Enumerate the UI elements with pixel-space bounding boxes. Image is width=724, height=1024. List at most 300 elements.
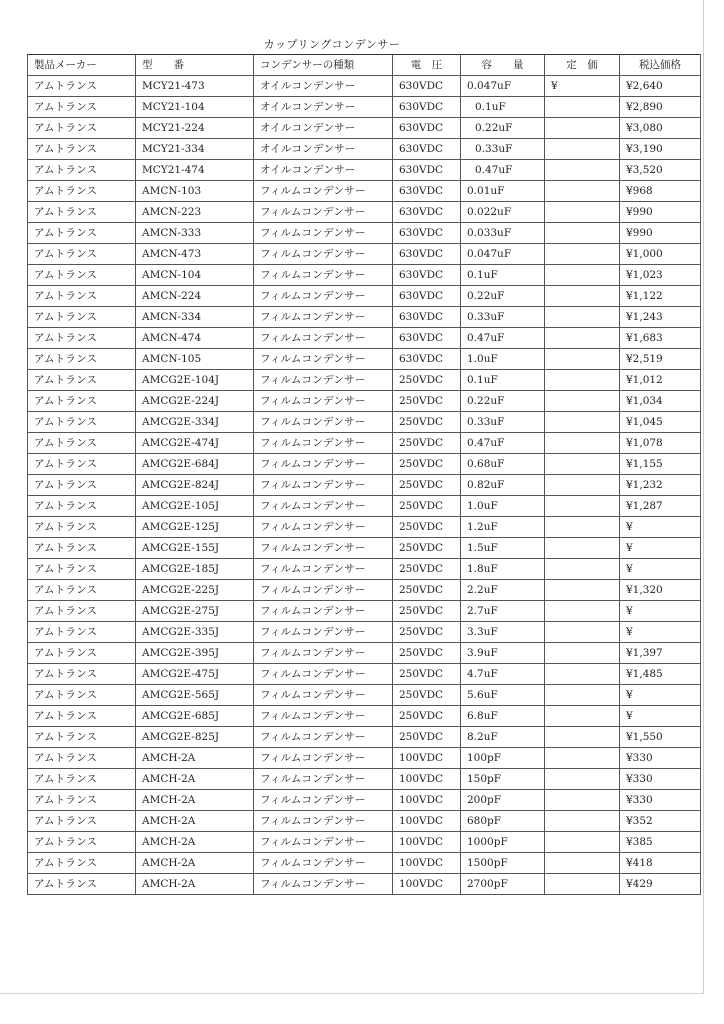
cell-capacity: 2.2uF bbox=[461, 580, 545, 601]
cell-price: ¥2,890 bbox=[620, 97, 701, 118]
cell-price: ¥2,519 bbox=[620, 349, 701, 370]
cell-capacity: 0.047uF bbox=[461, 76, 545, 97]
cell-price: ¥3,190 bbox=[620, 139, 701, 160]
cell-voltage: 250VDC bbox=[393, 580, 461, 601]
cell-kind: フィルムコンデンサー bbox=[254, 769, 393, 790]
cell-model: AMCH-2A bbox=[136, 811, 254, 832]
cell-model: AMCG2E-225J bbox=[136, 580, 254, 601]
table-row bbox=[28, 517, 701, 538]
cell-list-price bbox=[545, 601, 620, 622]
table-row bbox=[28, 748, 701, 769]
cell-maker: アムトランス bbox=[28, 244, 136, 265]
cell-price: ¥330 bbox=[620, 769, 701, 790]
cell-capacity: 0.33uF bbox=[461, 139, 545, 160]
cell-maker: アムトランス bbox=[28, 160, 136, 181]
cell-kind: フィルムコンデンサー bbox=[254, 496, 393, 517]
cell-price: ¥1,122 bbox=[620, 286, 701, 307]
cell-price: ¥1,000 bbox=[620, 244, 701, 265]
cell-list-price bbox=[545, 580, 620, 601]
cell-voltage: 100VDC bbox=[393, 811, 461, 832]
cell-price: ¥429 bbox=[620, 874, 701, 895]
cell-capacity: 680pF bbox=[461, 811, 545, 832]
cell-model: AMCN-224 bbox=[136, 286, 254, 307]
cell-list-price bbox=[545, 538, 620, 559]
cell-model: AMCG2E-224J bbox=[136, 391, 254, 412]
cell-maker: アムトランス bbox=[28, 811, 136, 832]
cell-kind: フィルムコンデンサー bbox=[254, 517, 393, 538]
cell-capacity: 2.7uF bbox=[461, 601, 545, 622]
cell-kind: オイルコンデンサー bbox=[254, 118, 393, 139]
cell-maker: アムトランス bbox=[28, 685, 136, 706]
table-row bbox=[28, 97, 701, 118]
cell-maker: アムトランス bbox=[28, 790, 136, 811]
cell-maker: アムトランス bbox=[28, 832, 136, 853]
table-row bbox=[28, 244, 701, 265]
cell-voltage: 630VDC bbox=[393, 244, 461, 265]
cell-maker: アムトランス bbox=[28, 433, 136, 454]
cell-voltage: 250VDC bbox=[393, 412, 461, 433]
cell-kind: フィルムコンデンサー bbox=[254, 349, 393, 370]
header-kind: コンデンサーの種類 bbox=[254, 55, 393, 76]
cell-list-price bbox=[545, 97, 620, 118]
cell-list-price bbox=[545, 475, 620, 496]
cell-voltage: 250VDC bbox=[393, 391, 461, 412]
cell-model: AMCG2E-395J bbox=[136, 643, 254, 664]
table-row bbox=[28, 412, 701, 433]
cell-kind: フィルムコンデンサー bbox=[254, 223, 393, 244]
cell-list-price bbox=[545, 853, 620, 874]
cell-voltage: 250VDC bbox=[393, 685, 461, 706]
cell-voltage: 250VDC bbox=[393, 559, 461, 580]
cell-voltage: 250VDC bbox=[393, 475, 461, 496]
cell-list-price bbox=[545, 517, 620, 538]
cell-price: ¥1,287 bbox=[620, 496, 701, 517]
cell-voltage: 630VDC bbox=[393, 328, 461, 349]
page-edge-bottom bbox=[0, 993, 704, 994]
cell-model: MCY21-104 bbox=[136, 97, 254, 118]
cell-price: ¥1,243 bbox=[620, 307, 701, 328]
cell-capacity: 150pF bbox=[461, 769, 545, 790]
cell-maker: アムトランス bbox=[28, 853, 136, 874]
cell-maker: アムトランス bbox=[28, 97, 136, 118]
cell-model: AMCG2E-105J bbox=[136, 496, 254, 517]
cell-list-price bbox=[545, 307, 620, 328]
cell-maker: アムトランス bbox=[28, 622, 136, 643]
cell-maker: アムトランス bbox=[28, 769, 136, 790]
header-model: 型 番 bbox=[136, 55, 254, 76]
table-row bbox=[28, 370, 701, 391]
cell-capacity: 0.47uF bbox=[461, 433, 545, 454]
cell-kind: フィルムコンデンサー bbox=[254, 727, 393, 748]
cell-price: ¥352 bbox=[620, 811, 701, 832]
cell-voltage: 630VDC bbox=[393, 97, 461, 118]
cell-price: ¥ bbox=[620, 685, 701, 706]
table-row bbox=[28, 181, 701, 202]
cell-maker: アムトランス bbox=[28, 748, 136, 769]
table-row bbox=[28, 328, 701, 349]
cell-model: AMCG2E-125J bbox=[136, 517, 254, 538]
cell-voltage: 630VDC bbox=[393, 202, 461, 223]
cell-voltage: 630VDC bbox=[393, 223, 461, 244]
cell-price: ¥3,080 bbox=[620, 118, 701, 139]
cell-voltage: 630VDC bbox=[393, 349, 461, 370]
cell-kind: フィルムコンデンサー bbox=[254, 181, 393, 202]
cell-maker: アムトランス bbox=[28, 475, 136, 496]
cell-maker: アムトランス bbox=[28, 370, 136, 391]
price-table bbox=[27, 54, 701, 895]
cell-model: AMCN-223 bbox=[136, 202, 254, 223]
table-row bbox=[28, 118, 701, 139]
cell-kind: フィルムコンデンサー bbox=[254, 286, 393, 307]
table-row bbox=[28, 160, 701, 181]
cell-capacity: 0.33uF bbox=[461, 307, 545, 328]
table-row bbox=[28, 349, 701, 370]
cell-list-price bbox=[545, 706, 620, 727]
cell-maker: アムトランス bbox=[28, 496, 136, 517]
cell-list-price bbox=[545, 454, 620, 475]
cell-price: ¥1,012 bbox=[620, 370, 701, 391]
cell-kind: フィルムコンデンサー bbox=[254, 685, 393, 706]
cell-maker: アムトランス bbox=[28, 664, 136, 685]
table-row bbox=[28, 601, 701, 622]
cell-kind: フィルムコンデンサー bbox=[254, 307, 393, 328]
cell-list-price bbox=[545, 349, 620, 370]
cell-model: AMCN-104 bbox=[136, 265, 254, 286]
cell-list-price bbox=[545, 727, 620, 748]
cell-kind: フィルムコンデンサー bbox=[254, 454, 393, 475]
cell-model: AMCN-334 bbox=[136, 307, 254, 328]
table-row bbox=[28, 475, 701, 496]
cell-list-price bbox=[545, 286, 620, 307]
cell-voltage: 250VDC bbox=[393, 496, 461, 517]
document-title bbox=[0, 36, 724, 52]
cell-list-price bbox=[545, 412, 620, 433]
cell-capacity: 1.5uF bbox=[461, 538, 545, 559]
cell-capacity: 8.2uF bbox=[461, 727, 545, 748]
table-header-row bbox=[28, 55, 701, 76]
cell-capacity: 0.47uF bbox=[461, 160, 545, 181]
cell-maker: アムトランス bbox=[28, 223, 136, 244]
cell-list-price bbox=[545, 139, 620, 160]
cell-price: ¥1,683 bbox=[620, 328, 701, 349]
cell-voltage: 630VDC bbox=[393, 76, 461, 97]
cell-maker: アムトランス bbox=[28, 265, 136, 286]
table-row bbox=[28, 643, 701, 664]
cell-list-price bbox=[545, 223, 620, 244]
cell-kind: フィルムコンデンサー bbox=[254, 832, 393, 853]
cell-kind: フィルムコンデンサー bbox=[254, 202, 393, 223]
cell-capacity: 0.1uF bbox=[461, 370, 545, 391]
cell-maker: アムトランス bbox=[28, 727, 136, 748]
cell-price: ¥1,078 bbox=[620, 433, 701, 454]
cell-kind: フィルムコンデンサー bbox=[254, 391, 393, 412]
cell-model: AMCH-2A bbox=[136, 769, 254, 790]
cell-model: AMCH-2A bbox=[136, 790, 254, 811]
cell-price: ¥385 bbox=[620, 832, 701, 853]
cell-voltage: 100VDC bbox=[393, 748, 461, 769]
cell-model: AMCN-105 bbox=[136, 349, 254, 370]
cell-price: ¥1,232 bbox=[620, 475, 701, 496]
cell-kind: オイルコンデンサー bbox=[254, 76, 393, 97]
cell-capacity: 1.0uF bbox=[461, 496, 545, 517]
cell-list-price bbox=[545, 643, 620, 664]
cell-list-price bbox=[545, 265, 620, 286]
cell-voltage: 100VDC bbox=[393, 769, 461, 790]
table-row bbox=[28, 454, 701, 475]
cell-list-price bbox=[545, 790, 620, 811]
header-list-price: 定 価 bbox=[545, 55, 620, 76]
cell-kind: フィルムコンデンサー bbox=[254, 370, 393, 391]
cell-capacity: 0.047uF bbox=[461, 244, 545, 265]
cell-voltage: 250VDC bbox=[393, 433, 461, 454]
cell-maker: アムトランス bbox=[28, 643, 136, 664]
cell-voltage: 250VDC bbox=[393, 517, 461, 538]
cell-model: AMCG2E-565J bbox=[136, 685, 254, 706]
cell-maker: アムトランス bbox=[28, 538, 136, 559]
cell-voltage: 100VDC bbox=[393, 874, 461, 895]
cell-capacity: 1000pF bbox=[461, 832, 545, 853]
cell-price: ¥1,320 bbox=[620, 580, 701, 601]
cell-voltage: 630VDC bbox=[393, 139, 461, 160]
cell-model: AMCH-2A bbox=[136, 853, 254, 874]
cell-price: ¥1,485 bbox=[620, 664, 701, 685]
cell-kind: フィルムコンデンサー bbox=[254, 559, 393, 580]
cell-maker: アムトランス bbox=[28, 454, 136, 475]
cell-list-price bbox=[545, 685, 620, 706]
cell-list-price bbox=[545, 244, 620, 265]
table-row bbox=[28, 853, 701, 874]
cell-capacity: 0.033uF bbox=[461, 223, 545, 244]
cell-list-price bbox=[545, 118, 620, 139]
cell-capacity: 200pF bbox=[461, 790, 545, 811]
table-row bbox=[28, 496, 701, 517]
cell-kind: フィルムコンデンサー bbox=[254, 475, 393, 496]
cell-price: ¥1,550 bbox=[620, 727, 701, 748]
header-maker: 製品メーカー bbox=[28, 55, 136, 76]
cell-price: ¥3,520 bbox=[620, 160, 701, 181]
header-voltage: 電 圧 bbox=[393, 55, 461, 76]
cell-capacity: 4.7uF bbox=[461, 664, 545, 685]
cell-model: AMCG2E-475J bbox=[136, 664, 254, 685]
cell-voltage: 630VDC bbox=[393, 286, 461, 307]
cell-capacity: 3.9uF bbox=[461, 643, 545, 664]
cell-kind: フィルムコンデンサー bbox=[254, 328, 393, 349]
cell-price: ¥1,045 bbox=[620, 412, 701, 433]
cell-kind: フィルムコンデンサー bbox=[254, 811, 393, 832]
cell-list-price bbox=[545, 370, 620, 391]
cell-voltage: 630VDC bbox=[393, 265, 461, 286]
cell-kind: フィルムコンデンサー bbox=[254, 748, 393, 769]
cell-voltage: 630VDC bbox=[393, 181, 461, 202]
cell-capacity: 0.1uF bbox=[461, 97, 545, 118]
cell-kind: フィルムコンデンサー bbox=[254, 433, 393, 454]
cell-capacity: 0.82uF bbox=[461, 475, 545, 496]
cell-list-price bbox=[545, 811, 620, 832]
table-row bbox=[28, 76, 701, 97]
cell-kind: フィルムコンデンサー bbox=[254, 538, 393, 559]
cell-kind: フィルムコンデンサー bbox=[254, 622, 393, 643]
cell-model: AMCH-2A bbox=[136, 832, 254, 853]
cell-model: AMCH-2A bbox=[136, 874, 254, 895]
cell-price: ¥418 bbox=[620, 853, 701, 874]
document-title-text: カップリングコンデンサー bbox=[263, 38, 401, 51]
cell-voltage: 250VDC bbox=[393, 538, 461, 559]
cell-price: ¥ bbox=[620, 559, 701, 580]
cell-capacity: 0.47uF bbox=[461, 328, 545, 349]
cell-list-price: ¥ bbox=[545, 76, 620, 97]
cell-maker: アムトランス bbox=[28, 328, 136, 349]
cell-model: AMCG2E-275J bbox=[136, 601, 254, 622]
cell-kind: フィルムコンデンサー bbox=[254, 790, 393, 811]
cell-capacity: 5.6uF bbox=[461, 685, 545, 706]
cell-model: AMCG2E-335J bbox=[136, 622, 254, 643]
cell-kind: フィルムコンデンサー bbox=[254, 244, 393, 265]
cell-list-price bbox=[545, 622, 620, 643]
page-edge-right bbox=[703, 0, 704, 993]
cell-list-price bbox=[545, 832, 620, 853]
cell-capacity: 100pF bbox=[461, 748, 545, 769]
table-row bbox=[28, 265, 701, 286]
cell-capacity: 0.68uF bbox=[461, 454, 545, 475]
table-row bbox=[28, 790, 701, 811]
cell-kind: オイルコンデンサー bbox=[254, 160, 393, 181]
cell-capacity: 2700pF bbox=[461, 874, 545, 895]
cell-model: AMCG2E-155J bbox=[136, 538, 254, 559]
cell-maker: アムトランス bbox=[28, 181, 136, 202]
cell-model: MCY21-224 bbox=[136, 118, 254, 139]
header-price-tax: 税込価格 bbox=[620, 55, 701, 76]
table-row bbox=[28, 307, 701, 328]
cell-kind: フィルムコンデンサー bbox=[254, 265, 393, 286]
cell-model: AMCN-474 bbox=[136, 328, 254, 349]
cell-price: ¥968 bbox=[620, 181, 701, 202]
cell-voltage: 250VDC bbox=[393, 601, 461, 622]
cell-model: AMCG2E-685J bbox=[136, 706, 254, 727]
cell-maker: アムトランス bbox=[28, 202, 136, 223]
cell-capacity: 0.1uF bbox=[461, 265, 545, 286]
cell-model: AMCG2E-334J bbox=[136, 412, 254, 433]
cell-model: AMCH-2A bbox=[136, 748, 254, 769]
cell-maker: アムトランス bbox=[28, 412, 136, 433]
cell-list-price bbox=[545, 433, 620, 454]
table-body bbox=[28, 76, 701, 895]
cell-maker: アムトランス bbox=[28, 706, 136, 727]
cell-voltage: 250VDC bbox=[393, 622, 461, 643]
cell-price: ¥330 bbox=[620, 748, 701, 769]
cell-capacity: 1.8uF bbox=[461, 559, 545, 580]
cell-list-price bbox=[545, 202, 620, 223]
cell-maker: アムトランス bbox=[28, 307, 136, 328]
cell-capacity: 6.8uF bbox=[461, 706, 545, 727]
table-row bbox=[28, 706, 701, 727]
cell-maker: アムトランス bbox=[28, 517, 136, 538]
cell-maker: アムトランス bbox=[28, 286, 136, 307]
cell-model: AMCG2E-474J bbox=[136, 433, 254, 454]
cell-voltage: 630VDC bbox=[393, 160, 461, 181]
cell-price: ¥1,034 bbox=[620, 391, 701, 412]
cell-kind: フィルムコンデンサー bbox=[254, 874, 393, 895]
cell-maker: アムトランス bbox=[28, 139, 136, 160]
cell-voltage: 630VDC bbox=[393, 118, 461, 139]
cell-model: AMCG2E-104J bbox=[136, 370, 254, 391]
cell-voltage: 250VDC bbox=[393, 727, 461, 748]
cell-price: ¥ bbox=[620, 517, 701, 538]
cell-price: ¥990 bbox=[620, 223, 701, 244]
cell-list-price bbox=[545, 559, 620, 580]
cell-capacity: 0.22uF bbox=[461, 391, 545, 412]
cell-capacity: 0.022uF bbox=[461, 202, 545, 223]
cell-price: ¥ bbox=[620, 601, 701, 622]
cell-maker: アムトランス bbox=[28, 118, 136, 139]
cell-model: AMCN-473 bbox=[136, 244, 254, 265]
cell-price: ¥1,155 bbox=[620, 454, 701, 475]
table-row bbox=[28, 874, 701, 895]
cell-price: ¥ bbox=[620, 706, 701, 727]
cell-kind: フィルムコンデンサー bbox=[254, 706, 393, 727]
table-row bbox=[28, 286, 701, 307]
cell-model: AMCG2E-825J bbox=[136, 727, 254, 748]
table-row bbox=[28, 769, 701, 790]
cell-voltage: 100VDC bbox=[393, 853, 461, 874]
cell-price: ¥990 bbox=[620, 202, 701, 223]
cell-capacity: 3.3uF bbox=[461, 622, 545, 643]
cell-kind: フィルムコンデンサー bbox=[254, 643, 393, 664]
table-row bbox=[28, 811, 701, 832]
cell-model: AMCN-103 bbox=[136, 181, 254, 202]
cell-voltage: 250VDC bbox=[393, 370, 461, 391]
cell-maker: アムトランス bbox=[28, 349, 136, 370]
header-capacity: 容 量 bbox=[461, 55, 545, 76]
cell-voltage: 100VDC bbox=[393, 832, 461, 853]
cell-capacity: 0.33uF bbox=[461, 412, 545, 433]
table-row bbox=[28, 559, 701, 580]
cell-capacity: 1.2uF bbox=[461, 517, 545, 538]
cell-price: ¥1,023 bbox=[620, 265, 701, 286]
cell-list-price bbox=[545, 181, 620, 202]
table-row bbox=[28, 685, 701, 706]
cell-voltage: 100VDC bbox=[393, 790, 461, 811]
cell-price: ¥ bbox=[620, 622, 701, 643]
table-row bbox=[28, 433, 701, 454]
cell-price: ¥ bbox=[620, 538, 701, 559]
cell-voltage: 630VDC bbox=[393, 307, 461, 328]
cell-capacity: 1.0uF bbox=[461, 349, 545, 370]
table-row bbox=[28, 202, 701, 223]
cell-kind: フィルムコンデンサー bbox=[254, 664, 393, 685]
cell-voltage: 250VDC bbox=[393, 454, 461, 475]
cell-model: MCY21-474 bbox=[136, 160, 254, 181]
cell-list-price bbox=[545, 391, 620, 412]
cell-capacity: 0.01uF bbox=[461, 181, 545, 202]
cell-price: ¥2,640 bbox=[620, 76, 701, 97]
cell-maker: アムトランス bbox=[28, 874, 136, 895]
table-row bbox=[28, 139, 701, 160]
cell-list-price bbox=[545, 328, 620, 349]
cell-kind: フィルムコンデンサー bbox=[254, 412, 393, 433]
cell-price: ¥330 bbox=[620, 790, 701, 811]
cell-model: AMCG2E-684J bbox=[136, 454, 254, 475]
cell-maker: アムトランス bbox=[28, 601, 136, 622]
cell-model: MCY21-473 bbox=[136, 76, 254, 97]
cell-voltage: 250VDC bbox=[393, 706, 461, 727]
cell-model: MCY21-334 bbox=[136, 139, 254, 160]
cell-list-price bbox=[545, 769, 620, 790]
table-row bbox=[28, 580, 701, 601]
cell-list-price bbox=[545, 664, 620, 685]
cell-maker: アムトランス bbox=[28, 391, 136, 412]
table-row bbox=[28, 391, 701, 412]
cell-model: AMCN-333 bbox=[136, 223, 254, 244]
